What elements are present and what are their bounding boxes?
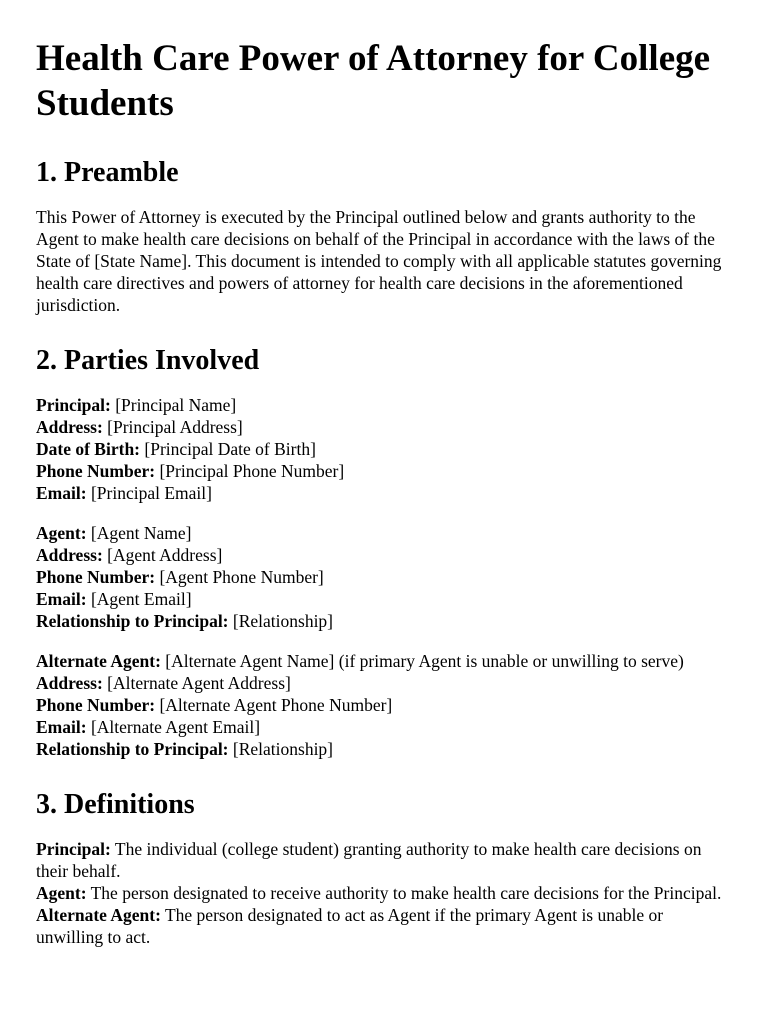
field-value: [Principal Phone Number] xyxy=(159,461,345,481)
agent-email-field xyxy=(36,588,734,610)
field-value: [Principal Date of Birth] xyxy=(144,439,316,459)
definition-text: The person designated to act as Agent if the primary Agent is unable or unwilling to act. xyxy=(36,905,664,947)
agent-phone-field xyxy=(36,566,734,588)
definition-term: Principal: xyxy=(36,839,111,859)
principal-email-field xyxy=(36,482,734,504)
field-value: [Agent Phone Number] xyxy=(159,567,324,587)
definition-term: Alternate Agent: xyxy=(36,905,161,925)
document-title: Health Care Power of Attorney for College Students xyxy=(36,38,711,124)
definition-alternate-agent xyxy=(36,904,734,948)
preamble-heading: 1. Preamble xyxy=(36,157,179,188)
definition-agent xyxy=(36,882,734,904)
field-value: [Agent Name] xyxy=(90,523,192,543)
field-value: [Agent Email] xyxy=(90,589,192,609)
field-label: Agent: xyxy=(36,523,87,543)
field-label: Email: xyxy=(36,717,87,737)
field-value: [Alternate Agent Phone Number] xyxy=(159,695,393,715)
parties-section xyxy=(36,344,734,760)
field-label: Relationship to Principal: xyxy=(36,739,229,759)
field-value: [Alternate Agent Email] xyxy=(90,717,261,737)
agent-relationship-field xyxy=(36,610,734,632)
definition-term: Agent: xyxy=(36,883,87,903)
field-label: Phone Number: xyxy=(36,567,156,587)
field-label: Date of Birth: xyxy=(36,439,141,459)
definitions-section xyxy=(36,788,734,948)
field-value: [Relationship] xyxy=(232,611,334,631)
alternate-agent-address-field xyxy=(36,672,734,694)
alternate-agent-block xyxy=(36,650,734,760)
preamble-text: This Power of Attorney is executed by the Principal outlined below and grants authority to the Agent to make health care decisions on behalf of the Principal in accordance with the laws of the State of [State Name]. This document is intended to comply with all applicable statutes governing health care directives and powers of attorney for health care decisions in the aforementioned jurisdiction. xyxy=(36,207,722,315)
field-label: Relationship to Principal: xyxy=(36,611,229,631)
definition-text: The person designated to receive authority to make health care decisions for the Principal. xyxy=(90,883,722,903)
field-value: [Principal Name] xyxy=(115,395,237,415)
alternate-agent-relationship-field xyxy=(36,738,734,760)
field-label: Address: xyxy=(36,673,103,693)
principal-phone-field xyxy=(36,460,734,482)
field-label: Principal: xyxy=(36,395,111,415)
agent-block xyxy=(36,522,734,632)
alternate-agent-phone-field xyxy=(36,694,734,716)
field-label: Alternate Agent: xyxy=(36,651,161,671)
principal-block xyxy=(36,394,734,504)
field-value: [Principal Address] xyxy=(107,417,243,437)
field-value: [Agent Address] xyxy=(107,545,223,565)
field-label: Phone Number: xyxy=(36,461,156,481)
field-value: [Relationship] xyxy=(232,739,334,759)
principal-name-field xyxy=(36,394,734,416)
parties-heading: 2. Parties Involved xyxy=(36,345,260,376)
definition-principal xyxy=(36,838,734,882)
field-value: [Alternate Agent Address] xyxy=(107,673,291,693)
definition-text: The individual (college student) granting authority to make health care decisions on their behalf. xyxy=(36,839,702,881)
agent-name-field xyxy=(36,522,734,544)
definitions-heading: 3. Definitions xyxy=(36,789,195,820)
field-label: Phone Number: xyxy=(36,695,156,715)
agent-address-field xyxy=(36,544,734,566)
field-label: Email: xyxy=(36,483,87,503)
alternate-agent-name-field xyxy=(36,650,734,672)
field-value: [Alternate Agent Name] (if primary Agent is unable or unwilling to serve) xyxy=(165,651,684,671)
alternate-agent-email-field xyxy=(36,716,734,738)
preamble-section xyxy=(36,156,734,316)
field-value: [Principal Email] xyxy=(90,483,212,503)
field-label: Email: xyxy=(36,589,87,609)
field-label: Address: xyxy=(36,545,103,565)
principal-dob-field xyxy=(36,438,734,460)
field-label: Address: xyxy=(36,417,103,437)
principal-address-field xyxy=(36,416,734,438)
